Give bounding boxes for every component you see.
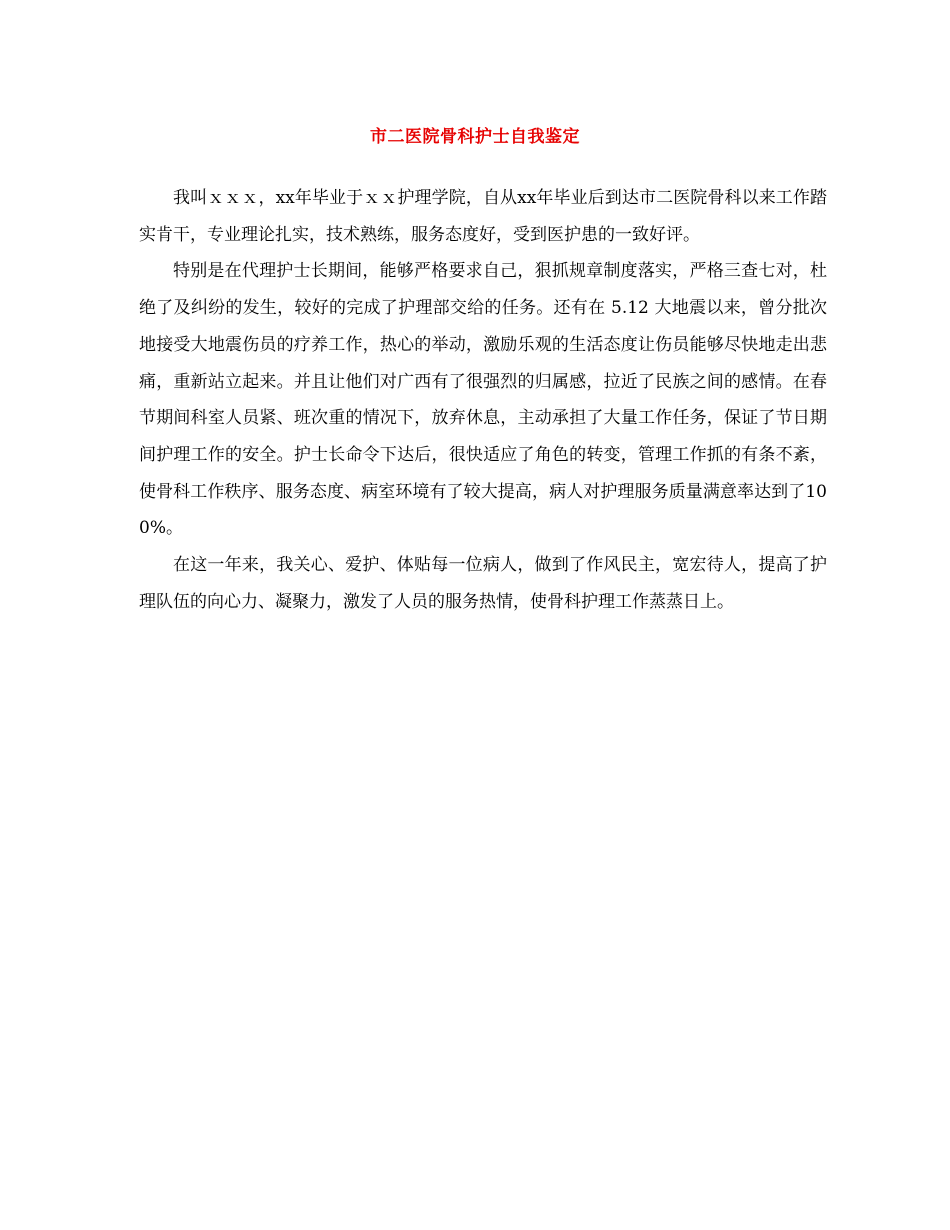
document-body: [139, 180, 827, 620]
paragraph-3: 在这一年来，我关心、爱护、体贴每一位病人，做到了作风民主，宽宏待人，提高了护理队伍的向心力、凝聚力，激发了人员的服务热情，使骨科护理工作蒸蒸日上。: [139, 555, 827, 612]
paragraph-1: 我叫ｘｘｘ，xx年毕业于ｘｘ护理学院，自从xx年毕业后到达市二医院骨科以来工作踏实肯干，专业理论扎实，技术熟练，服务态度好，受到医护患的一致好评。: [139, 188, 827, 245]
paragraph-2: 特别是在代理护士长期间，能够严格要求自己，狠抓规章制度落实，严格三查七对，杜绝了及纠纷的发生，较好的完成了护理部交给的任务。还有在 5.12 大地震以来，曾分批次地接受大地震伤员的疗养工作，热心的举动，激励乐观的生活态度让伤员能够尽快地走出悲痛，重新站立起来。并且让他们对广西有了很强烈的归属感，拉近了民族之间的感情。在春节期间科室人员紧、班次重的情况下，放弃休息，主动承担了大量工作任务，保证了节日期间护理工作的安全。护士长命令下达后，很快适应了角色的转变，管理工作抓的有条不紊，使骨科工作秩序、服务态度、病室环境有了较大提高，病人对护理服务质量满意率达到了100%。: [139, 261, 827, 539]
document-title: 市二医院骨科护士自我鉴定: [370, 127, 580, 147]
